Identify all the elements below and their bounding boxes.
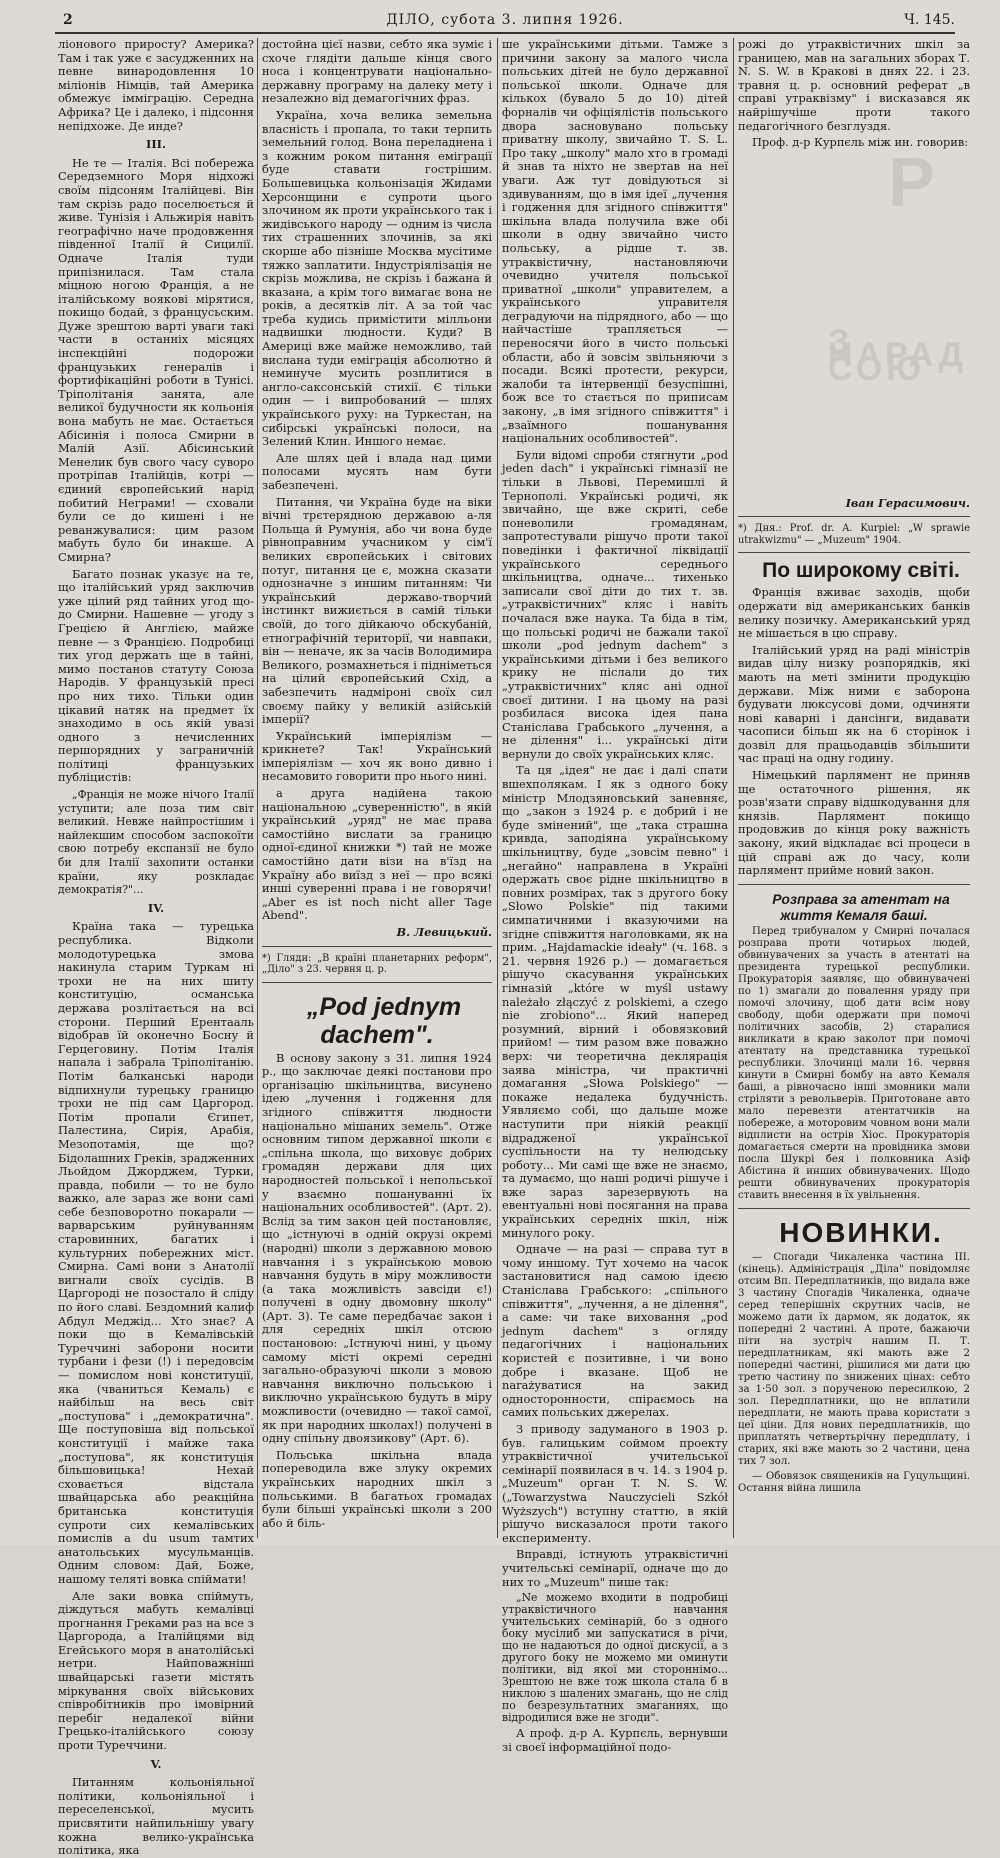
paragraph: Країна така — турецька республика. Відколи молодотурецька змова накинула старим Туркам ні трохи не на них шиту конституцію, османська держава розлітається на всі сторони. Перший Ерентааль відобрав їй оконечно Босну й Герцеговину. Потім Італія напала і забрала Тріполітанію. Потім балканські народи відпихнули турецьку границю трохи не під сам Царгород. Потім пропали Єгипет, Палестина, Сирія, Арабія, Мезопотамія, ще що? Бідолашних Греків, зрадженних Льойдом Джорджем, Турки, правда, побили — то не було важко, але зараз же вони самі себе безповоротно покарали — варварським руйнуванням старовинних, багатих і культурних побережних міст. Смирна. Самі вони з Анатолії вигнали своїх сусідів. В Царгороді не позостало й сліду по його славі. Бездомний калиф Абдул Меджід... Хто знає? А поки що в Кемалівській Туреччині заборони носити турбани і фези (!) і передовсім — помислом нові конституції, яка (чваниться Кемаль) є найбільш на весь світ „поступова" і „демократична". Ще поступовіша від польської конституції і майже така „поступова", як конституція більшовицька! Нехай сховається відстала швайцарська або реакційна британська конституція супроти сих кемалівських помислів а du usum тамтих анатольських мусульманців. Одним словом: Дай, Боже, нашому теляті вовка спіймати! xyxy=(58,919,254,1586)
show-through-text: Р xyxy=(888,142,935,221)
column-1 xyxy=(58,37,254,1858)
column-rule xyxy=(257,38,258,1538)
paragraph: Не те — Італія. Всі побережа Середземного Моря нідхожі своїм підсоням Італійцеві. Він там скрізь радо поселюється й живе. Тунізія і Альжирія навіть географічно наче продовження південної Італії й Сицилії. Одначе Італія туди припізнилася. Там стала міцною ногою Франція, а не італійському воякові мірятися, покищо бодай, з францусьским. Дуже зрештою варті уваги такі части в останніх місяцях інспекційні подорожи французьких генералів і фортифікаційні роботи в Тунісі. Тріполітанія занята, але великої будучности як кольонія вона мабуть не має. Остається Абісинія і полоса Смирни в Малій Азії. Абісинський Менелик був свого часу суворо протріпав Італійців, котрі — єдиний європейський нарід побитий Неграми! — сховали були се до кишені і не реванжувалися: цим разом мабуть було би инакше. А Смирна? xyxy=(58,155,254,564)
column-2 xyxy=(262,38,492,1538)
paragraph: Український імперіялізм — крикнете? Так! Український імперіялізм — хоч як воно дивно і несамовито говорити про нього нині. xyxy=(262,728,492,784)
paragraph: Вправді, істнують утраквістичні учительські семінарії, одначе що до них то „Muzeum" пише так: xyxy=(502,1547,728,1589)
divider xyxy=(738,1208,970,1209)
divider xyxy=(738,884,970,885)
show-through-text: З НАРАД СОЮ xyxy=(828,322,967,388)
column-4 xyxy=(738,38,970,1538)
paragraph: Одначе — на разі — справа тут в чому иншому. Тут хочемо на часок застановитися над самою ідеєю Станіслава Грабського: „спільного співжиття", „лучення, а не ділення", а саме: чи таке виховання „pod jednym dachem" з огляду педагогічних і національних користей є позитивне, і чи воно добре і вказане. Щоб не narażуватися на закид односторонности, спіраємось на самих польських джерелах. xyxy=(502,1242,728,1420)
section-heading-world: По широкому світі. xyxy=(762,559,960,583)
paragraph: рожі до утраквістичних шкіл за границею, мав на загальних зборах Т. N. S. W. в Кракові в днях 22. і 23. травня ц. р. основний реферат „в справі утраквізму" і висказався як найрішучіше проти такого педагогічного безглуздя. xyxy=(738,37,970,133)
author-signature: В. Левицький. xyxy=(396,925,492,939)
news-item: Франція вживає заходів, щоби одержати від американських банків велику позичку. Американський уряд не мішається в цю справу. xyxy=(738,585,970,641)
paragraph: Але заки вовка спіймуть, діждуться мабуть кемалівці прогнання Греками раз на все з Царгорода, а Італійцями від Егейського моря в анатолійські нетри. Найповажніші швайцарські газети містять міркування своїх військових співробітників про імовірний перебіг недалекої війни Грецько-італійського союзу проти Туреччини. xyxy=(58,1588,254,1753)
quotation: „Франція не може нічого Італії уступити; але поза тим світ великий. Невже найпростішим і найлекшим способом заспокоїти свою потребу експанзії не було би для Італії захопити останки країни, яку розкладає демократія?"... xyxy=(58,788,254,897)
column-rule xyxy=(733,38,734,1538)
section-number: V. xyxy=(150,1756,162,1771)
article-heading-trial: Розправа за атентат на життя Кемаля баші. xyxy=(772,890,950,923)
section-number: III. xyxy=(146,137,166,152)
section-number: IV. xyxy=(147,900,165,915)
author-signature: Іван Герасимович. xyxy=(845,495,970,510)
paragraph: Були відомі спроби стягнути „pod jeden dach" і українські гімназії не тільки в Львові, Перемишлі й Тернополі. Українські родичі, як звичайно, ще вже скриті, себе поневолили громадянам, запротестували рішучо проти такої поведінки і фактичної ліквідації українського середнього шкільництва, одначе... тихенько записали свої діти до тих т. зв. „утраквістичних" кляс і навіть почалася вже наука. Та біда в тім, що польські родичі не бажали такої школи „pod jednym dachem" з українськими дітьми і без великого крику не післали до тих „утраквістичних" кляс ані одної своєї дитини. І на цьому на разі розбилася висока ідея пана Станіслава Грабського „лучення, а не ділення" і... українські діти вернули до своїх українських кляс. xyxy=(502,447,728,761)
news-item: — Обовязок священиків на Гуцульщині. Остання війна лишила xyxy=(738,1470,970,1494)
divider xyxy=(738,552,970,553)
paragraph: Питання, чи Україна буде на віки вічні трєтерядною державою а-ля Польща й Румунія, або чи вона буде рівноправним учасником у сім'ї великих європейських і світових потуг, питання це є, можна сказати однозначне з иншим питанням: Чи український державо-творчий інстинкт вижиється в самій тільки своїй, до того дійкаючо обскубаній, етнографічній території, чи навпаки, він — неначе, як за часів Володимира Великого, розмахнеться і підніметься на цілий європейський Схід, а забезпечить надміроні своїх сил своєму пайку у великій азійській імперії? xyxy=(262,494,492,727)
paragraph: достойна цієї назви, себто яка зуміє і схоче глядіти дальше кінця свого носа і концентрувати національно-державну програму на далеку мету і незалежно від демагогічних фраз. xyxy=(262,37,492,106)
masthead xyxy=(55,10,955,34)
divider xyxy=(738,516,970,517)
paragraph: Перед трибуналом у Смирні почалася розправа проти чотирьох людей, обвинувачених за участь в атентаті на президента турецької республики. Прокураторія заявляє, що обвинувачені по 1) змагали до повалення уряду при помочі злочину, щоб дати всім нову свободу, щоби одержати при помочі політичних засобів, 2) старалися викликати в краю заколот при помочі атентату на представника турецької республики. Злочинці мали 16. червня кинути в Смирні бомбу на авто Кемаля баші, а рівночасно інші змовники мали стріляти з револьверів. Приготоване авто мало перевезти атентатчиків на побереже, а моторовим човном вони мали відплисти на острів Хіос. Прокураторія домагається смерти на провідника змови посла Шукрі бея і полковника Азіф Абістина й инших обвинувачених. Щодо решти обвинувачених прокураторія ставить внесення в їх увільнення. xyxy=(738,925,970,1201)
footnote: *) Дня.: Prof. dr. A. Kurpiel: „W sprawie utrakwizmu" — „Muzeum" 1904. xyxy=(738,523,970,546)
divider xyxy=(262,946,492,947)
paragraph: А проф. д-р А. Курпєль, вернувши зі своєї інформаційної подо- xyxy=(502,1726,728,1754)
footnote: *) Гляди: „В країні планетарних реформ", „Діло" з 23. червня ц. р. xyxy=(262,952,492,976)
column-3 xyxy=(502,37,728,1754)
masthead-title: ДІЛО, субота 3. липня 1926. xyxy=(386,12,624,28)
paragraph: Польська шкільна влада попереводила вже злуку окремих українських народних шкіл з польськими. В багатьох громадах були більші українські школи з 200 або й біль- xyxy=(262,1447,492,1530)
paragraph: ліонового приросту? Америка? Там і так уже є засудженних на певне винародовлення 10 мілiонів Німців, тай Америка обмежує імміграцію. Середна Африка? Це і далеко, і підсоння непідхоже. Де инде? xyxy=(58,37,254,133)
paragraph: а друга надійена такою національною „суверенністю", в якій український „уряд" не має права самостійно вислати за границю одної-єдиної книжки *) тай не може самостійно дати візи на в'їзд на Україну або виїзд з неї — про всякі инші суверенні права і не говорячи! „Aber es ist noch nicht aller Tage Abend". xyxy=(262,786,492,923)
article-title: „Pod jednym dachem". xyxy=(306,992,462,1049)
paragraph: ше українськими дітьми. Тамже з причини закону за малого числа польських дітей не було державної польської школи. Одначе для кількох (бувало 5 до 10) дітей форналів чи офіціялістів польського двора засновувано польську приватну школу, звичайно Т. S. L. Про таку „школу" мало хто в громаді й знав та ніхто не звертав на неї уваги. Аж тут довідуються зі здивуванням, що в імя ідеї „лучення і годження для згідного співжиття" шкільна влада получила вже обі школи в одну звичайно чисто польську, а рідше т. зв. утраквістичну, настановляючи очевидно учителя польської приватної „школи" управителем, а українського управителя деградуючи на підрядного, або — що найчастіше трапляється — переносячи його в чисто польські области, або й зовсім звільняючи з посади. Всякі протести, рекурси, жалоби та інтервенції безуспішні, бож все то стається по приписам закону, „в імя згідного співжиття" і „взаїмного пошанування національних особливостей". xyxy=(502,37,728,446)
paragraph: Проф. д-р Курпєль між ин. говорив: xyxy=(752,135,969,150)
quotation: „Ne можемо входити в подробиці утраквістичного навчання учительських семінарій, бо з одного боку мусілиб ми запускатися в річи, що не надаються до одної дискусії, а з другого боку не можемо ми оминути політики, від якої ми стороннімо... Зрештою не вже тож школа стала б в никлою з шалених змагань, що не слід по безрезультатних змаганнях, що відродилися вже не згоди". xyxy=(502,1591,728,1725)
page-number: 2 xyxy=(63,12,73,28)
column-rule xyxy=(497,38,498,1538)
paragraph: Але шлях цей і влада над цими полосами мусять нам бути забезпечені. xyxy=(262,450,492,492)
divider xyxy=(262,982,492,983)
news-item: Німецький парлямент не приняв ще остаточного рішення, як розв'язати справу відшкодування для князів. Парлямент покищо продовжив до кінця року важність закону, який відкладає всі процеси в цій справі аж до часу, коли парлямент прийме новий закон. xyxy=(738,768,970,878)
news-item: Італійський уряд на раді міністрів видав цілу низку розпорядків, які мають на меті змінити продукцію держави. Між ними є заборона будувати люксусові доми, одчиняти нові каварні і дансінги, видавати часописи більш як на 6 сторінок і дозвіл для працьодавців збільшити час праці на одну годину. xyxy=(738,642,970,766)
paragraph: Питанням кольоніяльної політики, кольоніяльної і переселенської, мусить присвятити найпильнішу увагу кожна велико-українська політика, яка xyxy=(58,1775,254,1858)
paragraph: Багато познак указує на те, що італійський уряд заключив уже цілий ряд тайних угод що-до Смирни. Нашевне — угоду з Грецією й Англією, майже певне — з Францією. Подробиці тих угод держать ще в тайні, мимо постанов статуту Союза Народів. У французькій пресі про них тихо. Тільки один цікавий натяк на предмет їх знаходимо в ось якій увазі одного з нечисленних першорядних у заграничній політиці французьких публіцистів: xyxy=(58,566,254,785)
paragraph: З приводу задуманого в 1903 р. був. галицьким соймом проекту утраквістичної учительської семінарії появилася в ч. 14. з 1904 р. „Muzeum" орган T. N. S. W. („Towarzystwa Nauczycieli Szkół Wyższych") вступну статтю, в якій рішучо висказалося проти такого експерименту. xyxy=(502,1421,728,1545)
paragraph: Та ця „ідея" не дає і далі спати вшехполякам. І як з одного боку міністр Млодзяновський заневняє, що „закон з 1924 р. є добрий і не буде змінений", ще „така страшна кривда, заподіяна українському шкільництву, буде „зовсім певно" і „негайно" направлена в Україні одержать своє рідне шкільництво в повних розмірах, так з другого боку „Słowo Polskie" під такими симпатичними і вказуючими на згідне співжиття наголовками, як на прим. „Hajdamackie ideały" (ч. 168. з 21. червня 1926 р.) — домагається рішучо скасування українських гімназій „które w myśl ustawy należało złączyć z polskiemi, a czego nie zrobiono"... Який наперед розумний, вірний і обовязковий прийом! — тим разом вже поважно верх: чи теоретична деклярація заява міністра, чи практичні домагання „Słowa Polskiego" — покаже недалека будучність. Уявляємо собі, що дальше може наступити при ніякій реакції відрадженої української суспільности на ту нелюдську роботу... Ми самі ще вже не знаємо, та думаємо, що наші родичі рішуче і вже зараз зарезервують на евентуальні нові посягання на права українських середніх шкіл, ніж минулого року. xyxy=(502,763,728,1240)
paragraph: Україна, хоча велика земельна власність і пропала, то таки терпить земельний голод. Вона переладнена і з кожним роком питання еміграції буде ставати гострішим. Большевицька кольонізація Жидами Херсонщини є супроти цього злочином як проти українського так і жидівського народу — одним із числа тих страшенних злочинів, за які скорше або пізніше Москва мусітиме тяжко заплатити. Індустріялізація не скрізь можлива, не скрізь і бажана й вказана, а крім того вимагає вона не років, а десятків літ. А за той час треба кудись примістити мілльони надвишки людности. Куди? В Америці вже майже неможливо, тай вислана туди еміграція абсолютно й неминуче мусить розплитися в англо-саксонській стихії. Є тільки один — і випробований — шлях українського руху: на Туркестан, на сибірські українські полоси, на Зелений Клин. Иншого немає. xyxy=(262,107,492,449)
news-item: — Спогади Чикаленка частина III. (кінець). Адміністрація „Діла" повідомляє отсим Вп. Передплатників, що видала вже 3 частину Спогадів Чикаленка, одначе серед теперішніх скрутних часів, не можемо дати їх дармом, як додаток, як попередні 2 частині. А проте, бажаючи піти на зустріч нашим П. Т. передплатникам, які мають вже 2 попередні частині, рішилися ми дати цю третю частину по знижених цінах: себто за 1·50 зол. з порученою пересилкою, 2 зол. Передплатники, що не вплатили передплати, не мають права користати з цеї ціни. Для нових передплатників, що приплатять четвертьрічну передплату, і старих, які вже мають зо 2 частини, цена тих 7 зол. xyxy=(738,1251,970,1467)
section-heading-news: НОВИНКИ. xyxy=(779,1216,943,1248)
issue-number: Ч. 145. xyxy=(904,12,955,28)
paragraph: В основу закону з 31. липня 1924 р., що заключає деякі постанови про організацію шкільництва, висунено ідею „лучення і годження для згідного співжиття людности національно мішаних земель". Отже основним типом державної школи є „спільна школа, що виховує добрих громадян держави для цих народностей польської і непольської у взаємно пошануванні їх національних особливостей". (Арт. 2). Вслід за тим закон цей постановляє, що „істнуючі в одній окрузі окремі (народні) школи з державною мовою навчання і з українською мовою навчання будуть в міру можливости (а така можливість завсіди є!) получені в одну двомовну школу" (Арт. 3). Те саме передбачає закон і для середніх шкіл отсюю постановою: „Істнуючі нині, у цьому самому місті окремі середні загально-образуючі школи з мовою навчання виключно польською і виключно українською будуть в міру можливости (очевидно — такої самої, як при народних школах!) получені в одну спільну двоязикову" (Арт. 6). xyxy=(262,1050,492,1446)
